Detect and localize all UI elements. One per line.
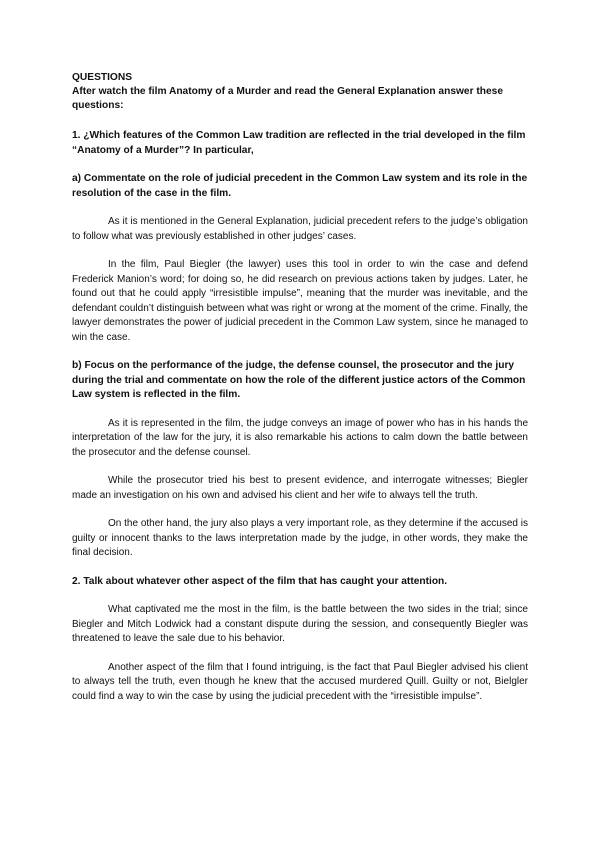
answer-1a-paragraph-2: In the film, Paul Biegler (the lawyer) uses this tool in order to win the case and defend Frederick Manion’s word; for doing so, he did research on previous actions taken by judges. Later, he found out that he could apply “irresistible impulse”, meaning that the murder was inevitable, and the defendant couldn’t distinguish between what was right or wrong at the moment of the crime. Finally, the lawyer demonstrates the power of judicial precedent in the Common Law system, since he managed to win the case. [72,259,528,343]
question-2-heading: 2. Talk about whatever other aspect of the film that has caught your attention. [72,575,448,587]
document-page [72,71,528,718]
document-title: QUESTIONS [72,72,133,83]
answer-2-paragraph-2: Another aspect of the film that I found intriguing, is the fact that Paul Biegler advised his client to always tell the truth, even though he knew that the accused murdered Quill. Guilty or not, Bielgler could find a way to win the case by using the judicial precedent with the “irresistible impulse”. [72,661,528,702]
question-1a-heading: a) Commentate on the role of judicial precedent in the Common Law system and its role in the resolution of the case in the film. [72,173,528,199]
question-1b-heading: b) Focus on the performance of the judge, the defense counsel, the prosecutor and the jury during the trial and commentate on how the role of the different justice actors of the Common Law system is reflected in the film. [72,360,526,400]
document-intro: After watch the film Anatomy of a Murder and read the General Explanation answer these questions: [72,86,503,111]
answer-1b-paragraph-2: While the prosecutor tried his best to present evidence, and interrogate witnesses; Biegler made an investigation on his own and advised his client and her wife to always tell the truth. [72,475,528,501]
answer-1b-paragraph-3: On the other hand, the jury also plays a very important role, as they determine if the accused is guilty or innocent thanks to the laws interpretation made by the judge, in other words, they make the final decision. [72,518,528,558]
question-1-heading: 1. ¿Which features of the Common Law tradition are reflected in the trial developed in the film “Anatomy of a Murder”? In particular, [72,130,526,156]
answer-1a-paragraph-1: As it is mentioned in the General Explanation, judicial precedent refers to the judge’s obligation to follow what was previously established in other judges’ cases. [72,216,528,242]
answer-1b-paragraph-1: As it is represented in the film, the judge conveys an image of power who has in his hands the interpretation of the law for the jury, it is also remarkable his actions to calm down the battle between the prosecutor and the defense counsel. [72,417,528,458]
answer-2-paragraph-1: What captivated me the most in the film, is the battle between the two sides in the trial; since Biegler and Mitch Lodwick had a constant dispute during the session, and consequently Biegler was threatened to leave the sale due to his behavior. [72,604,528,644]
